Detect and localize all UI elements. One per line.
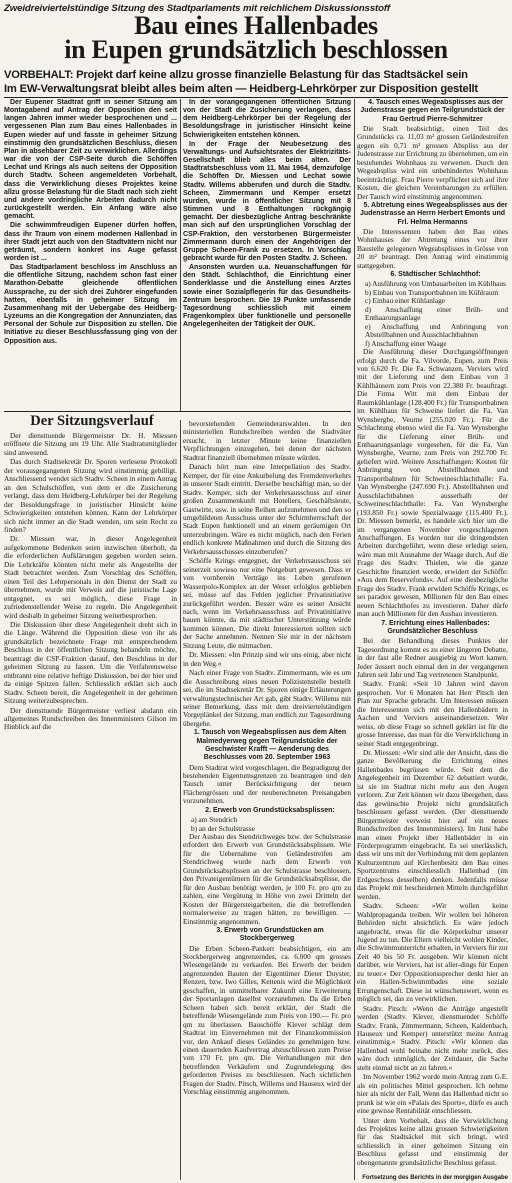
body-paragraph: Die Erben Scheen-Pankert beabsichtigen, ein am Stockbergerweg angrenzendes, ca. 6.000 qm grosses Wiesengelände zu verkaufen. Bei Erwerb der beiden angrenzenden Bauten der Eigentümer Dieter Duyster, Renzen, bzw. Iwo Gilles, Kettenis wird die Möglichkeit geschaffen, in unmittelbarer Zukunft eine Erweiterung der Sportanlagen daselbst vorzunehmen. Da die Erben Scheen haben sich bereit erklärt, der Stadt die betreffende Wiesengelände zum Preis von 190.— Fr. pro qm zu überlassen. Bauschöffe Klever schlägt dem Stadtrat im Einvernehmen mit der Finanzkommission vor, den Ankauf dieses Geländes zu genehmigen bzw. einen dauernden Kaufvertrag abzuschliessen zum Preise von 170 Fr. pro qm. Die Verhandlungen mit den betreffenden Verkäufern und Zugrundelegung des geforderten Preises zu beschliessen. Nach sichtlichen Fragen der Stadtv. Pitsch, Willems und Hauseux wird der Vorschlag einstimmig angenommen. — [183, 943, 351, 1097]
body-paragraph: Die Interessenten haben den Bau eines Wohnhauses der Abtretung eines vor ihrer Baustelle gelegenen Wegeabsplisses in Grösse von 20 m² beantragt. Den Antrag wird einstimmig stattgegeben. — [357, 226, 508, 270]
column-divider — [180, 99, 181, 411]
list-item: c) Einbau einer Kühlanlage — [365, 296, 446, 306]
lead-column-2 — [183, 99, 351, 410]
agenda-item-heading: 6. Städtischer Schlachthof: — [390, 271, 481, 279]
list-item: f) Anschaffung einer Waage — [365, 338, 447, 348]
lead-paragraph: Die schwimmfreudigen Eupener dürfen hoffen, dass ihr Traum von einem modernen Hallenbad in ihrer Stadt jetzt auch von den Stadtvätern nicht nur geträumt, sondern konkret ins Auge gefasst worden ist ... — [4, 222, 177, 262]
headline-line-2: in Eupen grundsätzlich beschlossen — [64, 35, 448, 64]
agenda-item-heading: 5. Abtretung eines Wegeabsplisses aus der Judenstrasse an Herrn Herbert Emonts und Frl. Helma Hermanns — [359, 201, 508, 226]
agenda-item-heading: 3. Erwerb von Grundstücken am Stockbergerweg — [216, 926, 324, 943]
headline-line-1: Bau eines Hallenbades — [134, 11, 378, 40]
column-divider — [180, 420, 181, 1180]
body-paragraph: Die Diskussion über diese Angelegenheit dreht sich in die Länge. Während die Opposition diese von ihr als grundsätzlich bezeichnete Frage mit entsprechendem Beschluss in der öffentlichen Sitzung behandeln möchte, beantragt die CSP-Fraktion darauf, den Beschluss in der geheimen Sitzung zu fassen. Um die Verfahrensweise entbrannt eine relative heftige Diskussion, bei der hier und da einige Spitzen fallen. Schliesslich erklärt sich auch Stadtv. Scheen bereit, die Angelegenheit in der geheimen Sitzung weiterzubesprechen. — [4, 619, 177, 706]
deck-line-2: Im EW-Verwaltungsrat bleibt alles beim alten — Heidberg-Lehrkörper zur Disposition gestellt — [4, 83, 478, 95]
lead-column-1 — [4, 99, 177, 410]
body-paragraph: Im November 1962 wurde mein Antrag zum G.E. als ein politisches Mittel gesprochen. Ich nehme hier als nicht der Fall, Wenn das Hallenbad nicht so prunk ist wie ein »Palais des Sports«, dürfe es auch eine gewisse Rentabilität einschliessen. — [357, 1072, 508, 1116]
body-paragraph: Dr. Miessen war, in dieser Angelegenheit aufgekommene Bedenken seien inzwischen überholt, da die erforderlichen Aufklärungen gegeben worden seien. Die Lehrkräfte könnten nicht mehr als Angestellte der Stadt betrachtet werden. Zum Vorschlag des Schöffen, einen Teil des Lehrpersonals in den Dienst der Stadt zu übernehmen, wurde mit Verweis auf die juristische Lage entgegnet, es sei möglich, diese Frage in zufriedenstellender Weise zu regeln. Die Angelegenheit wird deshalb in geheimer Sitzung weiterbesprochen. — [4, 534, 177, 620]
deck-lead: VORBEHALT: — [4, 69, 74, 81]
lead-paragraph: Das Stadtparlament beschloss im Anschluss an die öffentliche Sitzung, nachdem schon fast einer Marathon-Debatte gleichende öffentlichen Aussprache, zu der sich drei Zuhörer eingefunden hatten, ebenfalls in geheimer Sitzung im Zusammenhang mit der Uebergabe des Heidberg-Lyzeums an die Kongregation der Annunziaten, das Personal der Schule zur Disposition zu stellen. Die Initiative zu dieser Beschlussfassung ging von der Opposition aus. — [4, 264, 177, 345]
lead-box-rule — [4, 411, 351, 412]
body-paragraph: Schöffe Krings entgegnet, der Verkehrsausschuss sei seinerzeit sowieso nur eine Notgeburt gewesen. Dass er von vornherein Verträge ins Leben gerufenen Wasserpolo-Komplex an der Weser erfolglos geblieben sei, müsse auf das Fehlen jeglicher Privatinitiative zurückgeführt werden. Besser wäre es seiner Ansicht nach, wenn im Verkehrsausschuss auf Privatinitiative bauen könnte, da mit städtischer Unterstützung würde kommen können. Die direkt Interessierten sollten sich der Sache annehmen. Nennen Sie mir in der nächsten Sitzung Leute, die mitmachen. — [183, 556, 351, 650]
list-item: e) Anschaffung und Anbringung von Abstellbahnen und Ausschlachtbahnen — [365, 321, 508, 340]
agenda-item-heading: 4. Tausch eines Wegeabsplisses aus der Judenstrasse gegen ein Teilgrundstück der Frau Gertrud Pierre-Schmitzer — [360, 99, 505, 123]
body-column-3 — [357, 99, 508, 1173]
deck-line-1: VORBEHALT: Projekt darf keine allzu grosse finanzielle Belastung für das Stadtsäckel sein — [4, 69, 468, 81]
column-divider — [354, 99, 355, 1180]
body-paragraph: Bei der Behandlung dieses Punktes der Tagesordnung kommt es zu einer längeren Debatte, in der fast alle Redner ausgiebig zu Wort kamen. Jeder äussert noch einmal den in der vergangenen Jahren seit Jahr und Tag vertretenen Standpunkt. — [357, 636, 508, 679]
body-column-1 — [4, 432, 177, 1180]
lead-paragraph: In der vorangegangenen öffentlichen Sitzung von der Stadt die Zusicherung verlangen, dass dem Heidberg-Lehrkörper bei der Regelung der Besoldungsfrage in juristischer Hinsicht keine Schwierigkeiten entstehen können. — [183, 99, 351, 139]
body-paragraph: Das durch Stadtsekretär Dr. Sporen verlesene Protokoll der vorausgegangenen Sitzung wird einstimmig gebilligt. Anschliessend wendet sich Stadtv. Scheen in einem Antrag an den Schulschöffen, von dem er die Zusicherung verlangt, dass dem Heidberg-Lehrkörper bei der Regelung der Besoldungsfrage in juristischer Hinsicht keine Schwierigkeiten entstehen können. Kann der Lehrkörper sich nicht immer an die Stadt wenden, um sein Recht zu finden? — [4, 457, 177, 534]
agenda-item-heading: 7. Errichtung eines Hallenbades: Grundsätzlicher Beschluss — [381, 619, 490, 635]
body-paragraph: Stadtv. Pitsch: »Wenn die Anträge angestellt werden (Stadtv. Klever, diensttuender Schöffe Stadtv. Frank, Zimmermann, Scheen, Kaldenbach, Hauseux und Kemper) unterstützt meine Antrag einstimmig.« Stadtv. Pitsch: »Wir können das Hallenbad wohl beinahe nicht mehr zurück, dies wäre doch unmöglich, der Zeitdauer, die Sache steht einmal nicht an zu fahren.« — [357, 1003, 508, 1072]
lead-paragraph: In der Frage der Neubesetzung des Verwaltungs- und Aufsichtsrates der Elektrizitäts-Gesellschaft blieb alles beim alten. Der Stadtratsbeschluss vom 11. Mai 1964, demzufolge die Schöffen Dr. Miessen und Lechat sowie Stadtv. Willems abberufen und durch die Stadtv. Scheen, Zimmermann und Kemper ersetzt wurden, wurde in öffentlicher Sitzung mit 8 Stimmen und 8 Enthaltungen rückgängig gemacht. Der diesbezügliche Antrag beschränkte man sich auf den ursprünglichen Vorschlag der CSP-Fraktion, den verstorbenen Bürgermeister Zimmermann durch einen der Angehörigen der Gruppe Scheen-Frank zu ersetzen. In Vorschlag gebracht wurde für den Posten Stadtv. J. Scheen. — [183, 140, 351, 262]
list-item: b) an der Schulstrasse — [191, 823, 255, 833]
body-paragraph: Die Ausführung dieser Durchgangsöffnungen erfolgt durch die Fa. Vilvorde, Eupen, zum Preis von 6.620 Fr. Die Fa. Schwanzen, Verviers wird mit der Lieferung und dem Einbau von 3 Kühlhäusern zum Preis von 22.380 Fr. beauftragt. Die Firma Witt mit dem Einbau der Raumkühlanlage (128.400 Fr.) für Transportbahnen im Kühlhaus für Schweine liefert die Fa. Van Wynsberghe, Veurne (255.020 Fr.). Für die Schlachtung ebenso wird die Fa. Van Wynsberghe für die Lieferung einer Brüh- und Enthaarungsanlage vorgesehen, für die Fa. Van Wynsberghe, Veurne, zum Preis von 292.700 Fr. geliefert wird. Weitere Anschaffungen: Kosten für Anbringung von Abstellbahnen und Transportbahnen für Schweineschlachthalle: Fa. Van Wynsberghe (247.690 Fr.). Abstellbahnen und Ausschlachtbahnen ausserhalb der Schweineschlachthalle: Fa. Van Wynsberghe (193.850 Fr.) sowie Spezialwaage (115.400 Fr.). Dr. Miessen bemerkt, es handele sich hier um die im vergangenen November vorgeschlagenen Anschaffungen. Es wurden nur die dringendsten Arbeiten durchgeführt, wenn diese erledigt seien, wäre man mit Ausnahme der Waage durch. Auf die Frage des Stadtv. Thielen, wie die ganze Geschichte finanziert werde, erwidert der Schöffe: »Aus dem Reservefonds«. Auf eine diesbezügliche Frage des Stadtv. Frank erwidert Schöffe Krings, es sei paradox gewesen, Millionen für den Bau eines neuen Schlachthofes zu investieren. Daher dürfe man auch Millionen für den Ausbau investieren. — [357, 347, 508, 619]
body-paragraph: Dr. Miessen: »Wir sind alle der Ansicht, dass die ganze Bevölkerung die Errichtung eines Hallenbades begrüssen würde. Seit dem die Angelegenheit im Dezember 62 debattiert wurde, ist sie im Stadtrat nicht mehr aus den Augen verloren. Zur Zeit können wir dazu übergehen, dass das gewünschte Projekt nicht grundsätzlich beschlossen gefasst werden. (Der diensttuende Bürgermeister verweist hier auf ein neues Rundschreiben des Innenministers). Im Juni habe man einen Projekt über Hallenbäder in ein Förderprogramm eingebracht. Es sei unerlässlich, dass wir uns mit der Verbindung mit dem geplanten Kulturzentrum auf Kirchenbesitz den Bau eines Sportzentrums einschliesslich Hallenbad (im Erdgeschoss desselben) denken. Jedenfalls müsse das Projekt mit bescheidenen Mitteln durchgeführt werden. — [357, 748, 508, 901]
body-paragraph: Unter dem Vorbehalt, dass die Verwirklichung des Projektes keine allzu grossen Schwierigkeiten für das Stadtsäckel mit sich bringt, wird schliesslich in einer geheimen Sitzung ein Beschluss gefasst und einstimmig der obengenannte grundsätzliche Beschluss gefasst. — [357, 1115, 508, 1167]
body-paragraph: Danach hört man eine Interpellation des Stadtv. Kemper, der für eine Ankurbelung des Fremdenverkehrs in unserer Stadt eintritt. Derselbe beschäftigt man, so der Stadtv. Kemper, sich der Verkehrsausschuss auf einer großen Zusammenkunft mit Hoteliers, Geschäftsleute, Gastwirte, usw. in seine Reihen aufzunehmen und den so umgebildeten Ausschuss unter der Schirmherrschaft der Stadt Eupen funktionell und an einem geräumigen Ort unterzubringen. Wäre es nicht möglich, nach den Ferien endlich konkrete Maßnahmen und durch die Sitzung des Verkehrsausschusses einzuberufen? — [183, 462, 351, 556]
body-paragraph: Die Stadt beabsichtigt, einen Teil des Grundstücks ca. 11,03 m² grossen Geländestreifen gegen ein 0,71 m² grossen Abspliss aus der Judenstrasse zur Errichtung zu übernehmen, um ein bestehendes Wohnhaus zu verwerten. Durch den Wegeabspliss wird ein unbehindertes Wohnhaus beeinträchtigt. Frau Pierre verpflichtet sich auf ihre Kosten, die gleichen Vereinbarungen zu erfüllen. Der Tausch wird einstimmig angenommen. — [357, 123, 508, 201]
body-paragraph: Der Ausbau des Stendrichweges bzw. der Schulstrasse erfordert den Erwerb von Grundstücksabsplissen. Wie für die Uebernahme von Geländestreifen am Stendrichweg wurde nach dem Erwerb von Grundstücksabsplissen an der Schulstrasse beschlossen, den Privateigentümern für die Grundstücksabsplisse, die für den Ausbau benötigt werden, je 100 Fr. pro qm zu zahlen, eine Vergütung in Höhe von zwei Dritteln der Kosten der Bürgersteigarbeiten, die die betreffenden normalerweise zu tragen hätten, zu bewilligen. — Einstimmig angenommen. — [183, 831, 351, 926]
body-paragraph: Nach einer Frage von Stadtv. Zimmermann, wie es um die Ausschreibung eines neuen Polizistenstelle bestellt sei, die im Stadtsekretär Dr. Sporen einige Erläuterungen verwaltungstechnischer Art gab, gibt Stadtv. Willems mit seiner Bemerkung, dass mit dem dreiviertelständigen Vorgeplänkel der Sitzung, man endlich zur Tagesordnung übergehe. — [183, 668, 351, 728]
list-item: d) Anschaffung einer Brüh- und Enthaarungsanlage — [365, 304, 508, 323]
continuation-note: Fortsetzung des Berichts in der morgigen Ausgabe — [362, 1175, 508, 1181]
body-paragraph: Der diensttuende Bürgermeister Dr. H. Miessen eröffnete die Sitzung um 19 Uhr. Alle Stadtratsmitglieder sind anwesend. — [4, 432, 177, 457]
body-paragraph: Dem Stadtrat wird vorgeschlagen, die Begradigung der bestehenden Eigentumsgrenzen zu beantragen und den Tausch unter Berücksichtigung der neuen Flächengrössen und der neuberechneten Preisangaben vorzunehmen. — [183, 762, 351, 806]
body-column-2 — [183, 420, 351, 1180]
headline — [0, 11, 512, 64]
deck — [4, 68, 508, 96]
list-item: a) Ausführung von Umbauarbeiten im Kühlhaus — [365, 279, 506, 289]
section-heading: Der Sitzungsverlauf — [30, 413, 154, 429]
body-paragraph: bevorstehenden Gemeinderatswahlen. In den ministeriellen Rundschreiben werden die Stadtväter ersucht, in letzter Minute keine finanziellen Verpflichtungen einzugehen, bei denen der nächsten Stadtrat finanziell übernehmen müsste würden. — [183, 420, 351, 462]
body-paragraph: Der diensttuende Bürgermeister verliest alsdann ein allgemeines Rundschreiben des Innenministers Gilson im Hinblick auf die — [4, 705, 177, 732]
top-rule — [4, 97, 508, 98]
list-item: b) Einbau von Transportbahnen im Kühlraum — [365, 287, 499, 297]
body-paragraph: Stadtv. Scheen: »Wir wollen keine Wahlpropaganda treiben. Wir wollen bei höheren Behörden nicht absichtlich. Es wäre jedoch angebracht, etwas für die Körperkultur unserer Jugend zu tun. Die Eltern vielleicht wohlen Kinder, die Schwimmunterricht erhalten, in Verviers für zur Zeit 40 bis 50 Fr. ausgeben. Wir können nicht darüber, wie Verviers, hat ist aller-dings für Eupen zu teuer.« Der Oppositionssprecher denkt hier an ein Hallen-Schwimmbades eine soziale Errungenschaft. Diese ist wünschenswert, wenn es möglich sei, das zu verwirklichen. — [357, 901, 508, 1004]
agenda-sublist — [183, 816, 351, 833]
list-item: a) am Stendrich — [191, 815, 238, 825]
agenda-item-heading: 1. Tausch von Wegeabsplissen aus dem Alten Malmedyerweg gegen Teilgrundstücke der Geschwister Krafft — Aenderung des Beschlusses vom 20. September 1963 — [193, 729, 347, 762]
body-paragraph: Dr. Miessen: »Im Prinzip sind wir uns einig, aber nicht in den Weg.« — [183, 650, 351, 668]
agenda-item-heading: 2. Erwerb von Grundstücksabsplissen: — [205, 806, 335, 814]
agenda-sublist — [357, 280, 508, 348]
lead-paragraph: Der Eupener Stadtrat griff in seiner Sitzung am Montagabend auf Antrag der Opposition den seit langen Jahren immer wieder besprochenen und ... vergessenen Plan zum Bau eines Hallenbades in Eupen wieder auf und fasste in geheimer Sitzung einstimmig den grundsätzlichen Beschluss, diesen Plan in absehbarer Zeit zu verwirklichen. Allerdings war die von der CSP-Seite durch die Schöffen Lechat und Krings als auch seitens der Opposition durch Stadtv. Scheen angemeldeten Vorbehalt, dass die Verwirklichung dieses Projektes keine allzu grosse Belastung für die Stadt nach sich zieht und andere vordringliche Arbeiten dadurch nicht zurückgestellt werden. Ein Anfang wäre also gemacht. — [4, 99, 177, 221]
body-paragraph: Stadtv. Frank: »Seit 10 Jahren wird davon gesprochen. Vor 6 Monaten hat Herr Pitsch den Plan zur Sprache gebracht. Um Interessen müssen die Interessenten sich mit den Hallenbädern in Aachen und Verviers auseinandersetzen. Wer weiss, ob diese Frage so schnell geklärt ist für die grosse Interesse, das man für die Verwirklichung in seiner Stadt entgegenbringt. — [357, 679, 508, 748]
lead-paragraph: Ansonsten wurden u.a. Neuanschaffungen für den Städt. Schlachthof, die Einrichtung einer Sonderklasse und die Anstellung eines Arztes sowie einer Sozialpflegerin für das Gesundheits-Zentrum besprochen. Die 19 Punkte umfassende Tagesordnung schliesslich mit einem Fragenkomplex über funktionelle und personelle Angelegenheiten der Tätigkeit der OUK. — [183, 264, 351, 329]
kicker: Zweidreiviertelstündige Sitzung des Stadtparlaments mit reichlichem Diskussionsstoff — [4, 3, 390, 14]
